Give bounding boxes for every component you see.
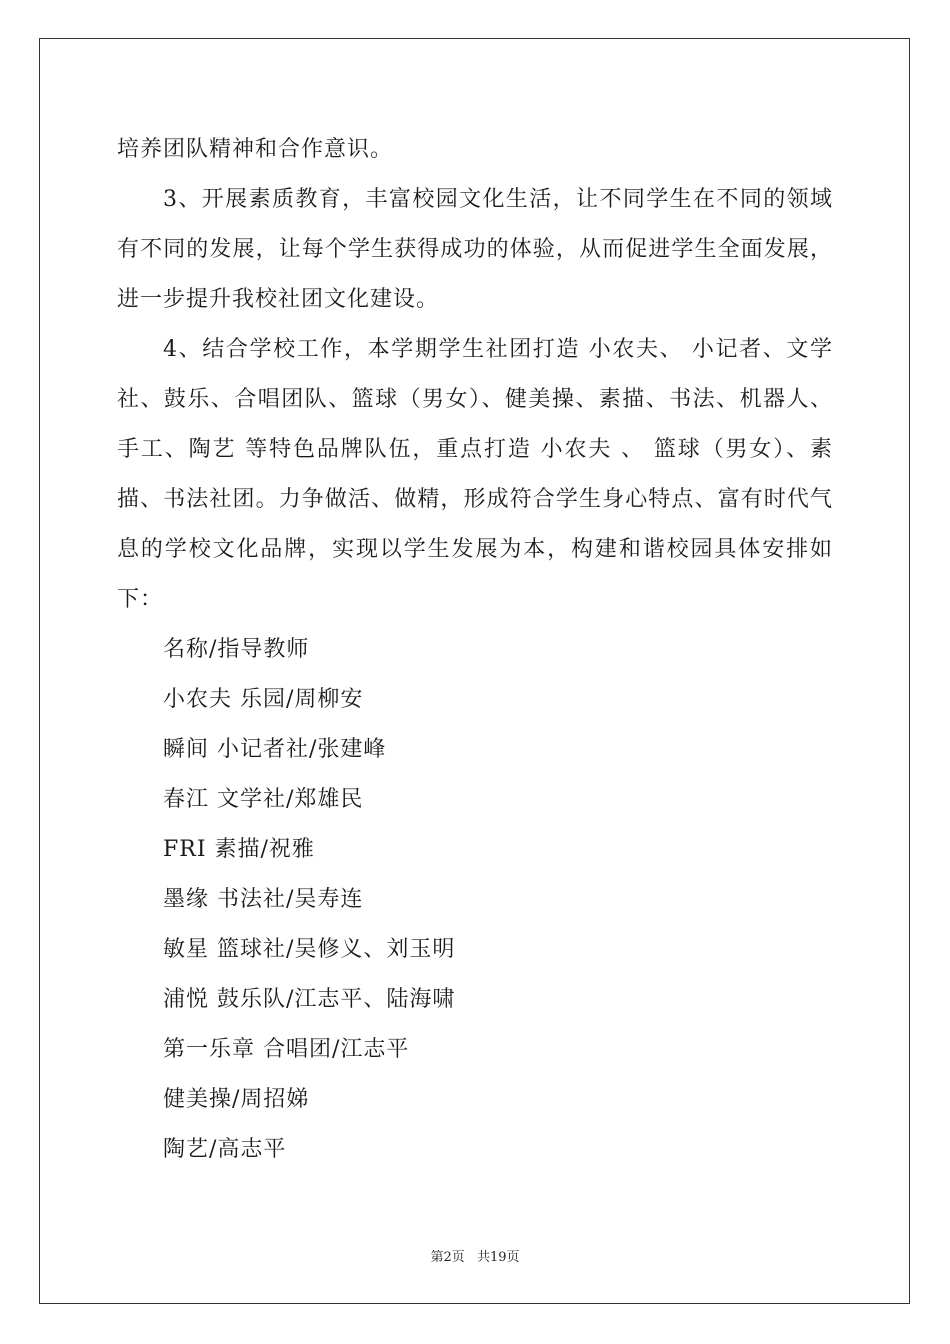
list-item: 小农夫 乐园/周柳安 bbox=[163, 687, 364, 712]
list-item: 瞬间 小记者社/张建峰 bbox=[163, 737, 387, 762]
list-item: 敏星 篮球社/吴修义、刘玉明 bbox=[163, 937, 456, 962]
list-item: 名称/指导教师 bbox=[163, 637, 310, 662]
list-item: 浦悦 鼓乐队/江志平、陆海啸 bbox=[163, 987, 456, 1012]
list-item: 陶艺/高志平 bbox=[163, 1137, 287, 1162]
total-pages: 共19页 bbox=[476, 1250, 520, 1265]
paragraph-3: 4、结合学校工作，本学期学生社团打造 小农夫、 小记者、文学社、鼓乐、合唱团队、篮球（男女）、健美操、素描、书法、机器人、手工、陶艺 等特色品牌队伍，重点打造 小农夫 、 篮球（男女）、素描、书法社团。力争做活、做精，形成符合学生身心特点、富有时代气息的学校文化品牌，实现以学生发展为本，构建和谐校园具体安排如下： bbox=[117, 337, 833, 612]
document-body bbox=[117, 125, 833, 1175]
list-item: 墨缘 书法社/吴寿连 bbox=[163, 887, 364, 912]
paragraph-2: 3、开展素质教育，丰富校园文化生活，让不同学生在不同的领域有不同的发展，让每个学生获得成功的体验，从而促进学生全面发展，进一步提升我校社团文化建设。 bbox=[117, 187, 833, 312]
list-item: 春江 文学社/郑雄民 bbox=[163, 787, 364, 812]
paragraph-1: 培养团队精神和合作意识。 bbox=[117, 137, 394, 162]
club-list bbox=[117, 625, 833, 1175]
page-footer bbox=[0, 1246, 950, 1265]
list-item: FRI 素描/祝雅 bbox=[163, 837, 315, 862]
list-item: 健美操/周招娣 bbox=[163, 1087, 310, 1112]
list-item: 第一乐章 合唱团/江志平 bbox=[163, 1037, 410, 1062]
page-number: 第2页 bbox=[430, 1250, 465, 1265]
